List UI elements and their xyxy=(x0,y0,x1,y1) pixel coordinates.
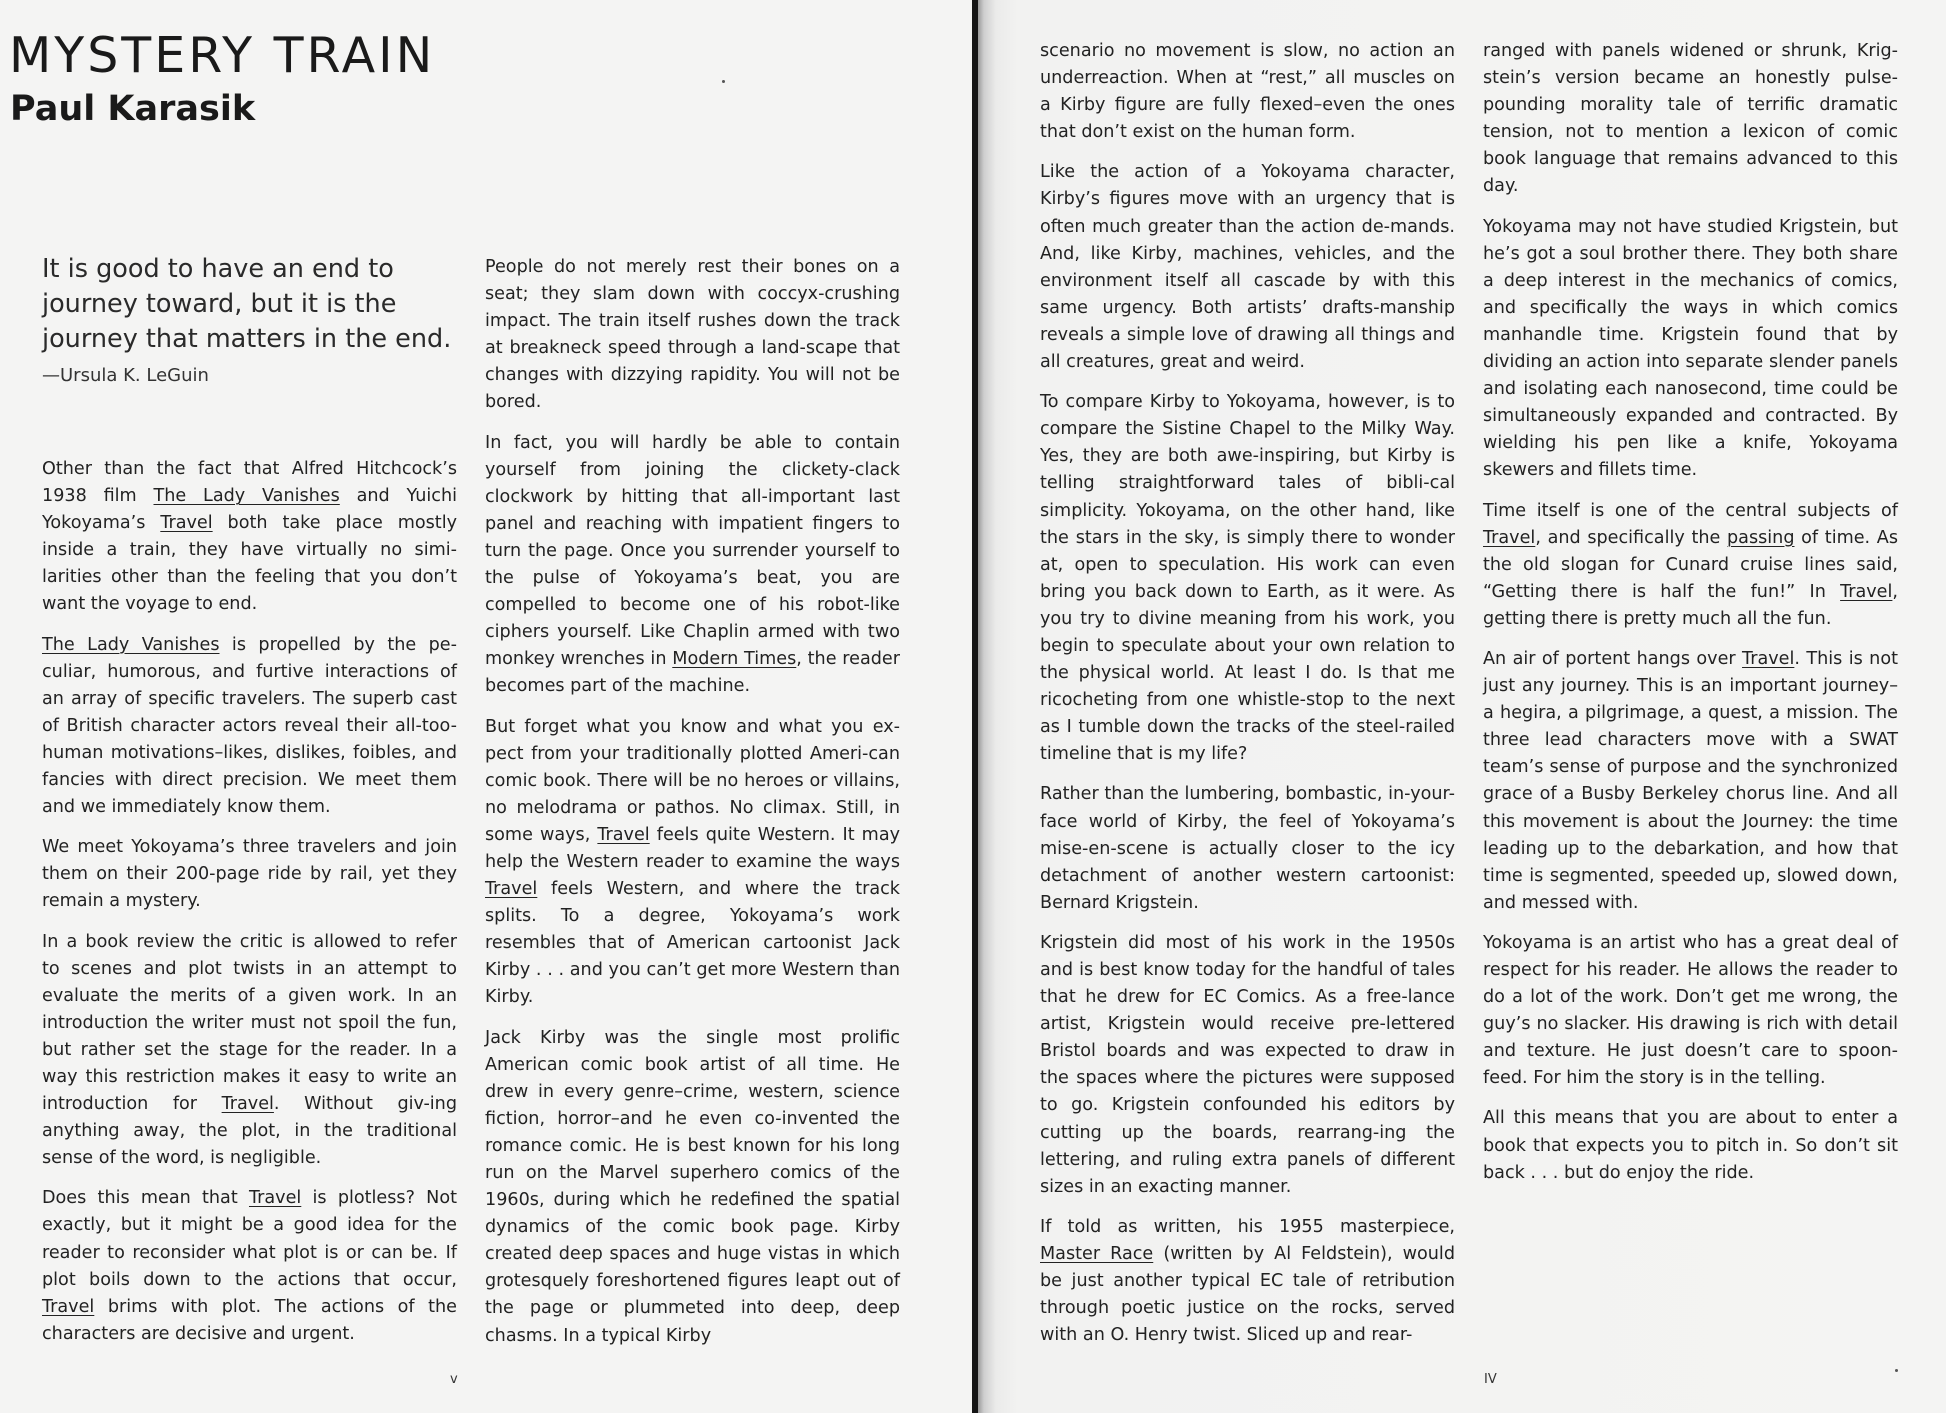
text-run: feels Western, and where the track splits. To a degree, Yokoyama’s work resembles that of American cartoonist Jack Kirby . . . and you can’t get more Western than Kirby. xyxy=(485,879,900,1008)
paragraph xyxy=(1040,159,1455,376)
underlined-title: Master Race xyxy=(1040,1243,1154,1264)
text-run: An air of portent hangs over xyxy=(1483,648,1743,669)
underlined-title: Travel xyxy=(597,824,650,845)
text-run: But forget what you know and what you ex-pect from your traditionally plotted Ameri-can comic book. There will be no heroes or villains, no melodrama or pathos. No climax. Still, in some ways, xyxy=(485,716,900,845)
text-column-3 xyxy=(1040,38,1455,1362)
text-run: All this means that you are about to enter a book that expects you to pitch in. So don’t sit back . . . but do enjoy the ride. xyxy=(1483,1108,1898,1183)
underlined-title: The Lady Vanishes xyxy=(42,634,220,655)
underlined-title: passing xyxy=(1727,527,1795,548)
article-author: Paul Karasik xyxy=(10,89,256,129)
paragraph xyxy=(1040,930,1455,1201)
underlined-title: Travel xyxy=(1483,527,1536,548)
epigraph xyxy=(42,252,472,389)
paragraph xyxy=(1483,930,1898,1093)
text-run: People do not merely rest their bones on a seat; they slam down with coccyx-crushing impact. The train itself rushes down the track at breakneck speed through a land-scape that changes with dizzying rapidity. You will not be bored. xyxy=(485,257,900,413)
paragraph xyxy=(42,456,457,619)
paragraph xyxy=(42,834,457,915)
text-column-1 xyxy=(42,456,457,1361)
paragraph xyxy=(1040,38,1455,146)
text-run: Jack Kirby was the single most prolific American comic book artist of all time. He drew in every genre–crime, western, science fiction, horror–and he even co-invented the romance comic. He is best known for his long run on the Marvel superhero comics of the 1960s, during which he redefined the spatial dynamics of the comic book page. Kirby created deep spaces and huge vistas in which grotesquely foreshortened figures leapt out of the page or plummeted into deep, deep chasms. In a typical Kirby xyxy=(485,1027,900,1346)
text-run: Krigstein did most of his work in the 1950s and is best know today for the handful of tales that he drew for EC Comics. As a free-lance artist, Krigstein would receive pre-lettered Bristol boards and was expected to draw in the spaces where the pictures were supposed to go. Krigstein confounded his editors by cutting up the boards, rearrang-ing the lettering, and ruling extra panels of different sizes in an exacting manner. xyxy=(1040,932,1455,1197)
text-run: . This is not just any journey. This is an important journey–a hegira, a pilgrimage, a quest, a mission. The three lead characters move with a SWAT team’s sense of purpose and the synchronized grace of a Busby Berkeley chorus line. And all this movement is about the Journey: the time leading up to the debarkation, and how that time is segmented, speeded up, slowed down, and messed with. xyxy=(1483,648,1898,913)
paragraph xyxy=(485,430,900,701)
text-run: , getting there is pretty much all the fun. xyxy=(1483,581,1898,629)
underlined-title: Modern Times xyxy=(672,649,797,670)
page-number-right: IV xyxy=(1484,1372,1497,1387)
text-run: Rather than the lumbering, bombastic, in-your-face world of Kirby, the feel of Yokoyama’s mise-en-scene is actually closer to the icy detachment of another western cartoonist: Bernard Krigstein. xyxy=(1040,784,1455,913)
text-run: Time itself is one of the central subjects of xyxy=(1483,500,1898,521)
text-run: Yokoyama may not have studied Krigstein, but he’s got a soul brother there. They both share a deep interest in the mechanics of comics, and specifically the ways in which comics manhandle time. Krigstein found that by dividing an action into separate slender panels and isolating each nanosecond, time could be simultaneously expanded and contracted. By wielding his pen like a knife, Yokoyama skewers and fillets time. xyxy=(1483,216,1898,481)
underlined-title: Travel xyxy=(248,1188,302,1209)
paragraph xyxy=(485,714,900,1012)
paragraph xyxy=(1040,781,1455,916)
text-run: and Yuichi Yokoyama’s xyxy=(42,486,457,534)
text-run: is propelled by the pe-culiar, humorous, and furtive interactions of an array of specific travelers. The superb cast of British character actors reveal their all-too-human motivations–likes, dislikes, foibles, and fancies with direct precision. We meet them and we immediately know them. xyxy=(42,634,457,818)
paragraph xyxy=(1483,498,1898,633)
text-column-4 xyxy=(1483,38,1898,1200)
epigraph-line: journey toward, but it is the xyxy=(42,289,397,319)
paragraph xyxy=(485,254,900,417)
paragraph xyxy=(1483,38,1898,201)
text-run: scenario no movement is slow, no action an underreaction. When at “rest,” all muscles on a Kirby figure are fully flexed–even the ones that don’t exist on the human form. xyxy=(1040,41,1455,143)
paper-speck xyxy=(722,80,725,83)
underlined-title: Travel xyxy=(485,879,538,900)
text-run: Does this mean that xyxy=(42,1188,249,1209)
text-run: Like the action of a Yokoyama character, Kirby’s figures move with an urgency that is often much greater than the action de-mands. And, like Kirby, machines, vehicles, and the environment itself all cascade by with this same urgency. Both artists’ drafts-manship reveals a simple love of drawing all things and all creatures, great and weird. xyxy=(1040,162,1455,373)
epigraph-line: It is good to have an end to xyxy=(42,254,394,284)
paper-speck xyxy=(1895,1369,1898,1372)
paragraph xyxy=(1040,1214,1455,1349)
underlined-title: Travel xyxy=(1742,648,1795,669)
underlined-title: The Lady Vanishes xyxy=(153,486,340,507)
text-run: of time. As the old slogan for Cunard cruise lines said, “Getting there is half the fun!” In xyxy=(1483,527,1899,602)
text-run: feels quite Western. It may help the Western reader to examine the ways xyxy=(485,824,901,872)
paragraph xyxy=(485,1025,900,1350)
article-title: MYSTERY TRAIN xyxy=(9,27,436,84)
underlined-title: Travel xyxy=(1840,581,1893,602)
text-run: is plotless? Not exactly, but it might be a good idea for the reader to reconsider what plot is or can be. If plot boils down to the actions that occur, xyxy=(42,1188,457,1290)
underlined-title: Travel xyxy=(42,1296,95,1317)
text-run: To compare Kirby to Yokoyama, however, is to compare the Sistine Chapel to the Milky Way. Yes, they are both awe-inspiring, but Kirby is telling straightforward tales of bibli-cal simplicity. Yokoyama, on the other hand, like the stars in the sky, is simply there to wonder at, open to speculation. His work can even bring you back down to Earth, as it were. As you try to divine meaning from his work, you begin to speculate about your own relation to the physical world. At least I do. Is that me ricocheting from one whistle-stop to the next as I tumble down the tracks of the steel-railed timeline that is my life? xyxy=(1040,392,1455,765)
text-run: (written by Al Feldstein), would be just another typical EC tale of retribution through poetic justice on the rocks, served with an O. Henry twist. Sliced up and rear- xyxy=(1040,1243,1455,1346)
paragraph xyxy=(1040,389,1455,768)
paragraph xyxy=(1483,646,1898,917)
text-run: ranged with panels widened or shrunk, Krig-stein’s version became an honestly pulse-pounding morality tale of terrific dramatic tension, not to mention a lexicon of comic book language that remains advanced to this day. xyxy=(1483,41,1898,197)
text-run: If told as written, his 1955 masterpiece, xyxy=(1040,1216,1455,1237)
text-column-2 xyxy=(485,254,900,1363)
underlined-title: Travel xyxy=(221,1094,274,1115)
text-run: Yokoyama is an artist who has a great deal of respect for his reader. He allows the reader to do a lot of the work. Don’t get me wrong, the guy’s no slacker. His drawing is rich with detail and texture. He just doesn’t care to spoon-feed. For him the story is in the telling. xyxy=(1483,932,1898,1089)
paragraph xyxy=(42,929,457,1173)
page-number-left: v xyxy=(450,1372,458,1387)
text-run: both take place mostly inside a train, they have virtually no simi-larities other than the feeling that you don’t want the voyage to end. xyxy=(42,513,457,615)
text-run: . Without giv-ing anything away, the plot, in the traditional sense of the word, is negligible. xyxy=(42,1094,457,1169)
text-run: We meet Yokoyama’s three travelers and join them on their 200-page ride by rail, yet they remain a mystery. xyxy=(42,837,457,912)
text-run: In fact, you will hardly be able to contain yourself from joining the clickety-clack clockwork by hitting that all-important last panel and reaching with impatient fingers to turn the page. Once you surrender yourself to the pulse of Yokoyama’s beat, you are compelled to become one of his robot-like ciphers yourself. Like Chaplin armed with two monkey wrenches in xyxy=(485,432,900,670)
paragraph xyxy=(1483,1105,1898,1186)
text-run: In a book review the critic is allowed to refer to scenes and plot twists in an attempt to evaluate the merits of a given work. In an introduction the writer must not spoil the fun, but rather set the stage for the reader. In a way this restriction makes it easy to write an introduction for xyxy=(42,931,457,1115)
text-run: , the reader becomes part of the machine. xyxy=(485,649,900,697)
text-run: Other than the fact that Alfred Hitchcock’s 1938 film xyxy=(42,459,457,507)
paragraph xyxy=(1483,214,1898,485)
epigraph-attribution: —Ursula K. LeGuin xyxy=(42,365,209,386)
epigraph-line: journey that matters in the end. xyxy=(42,324,452,354)
text-run: , and specifically the xyxy=(1535,527,1727,548)
paragraph xyxy=(42,632,457,822)
underlined-title: Travel xyxy=(160,513,213,534)
paragraph xyxy=(42,1185,457,1348)
text-run: brims with plot. The actions of the characters are decisive and urgent. xyxy=(42,1296,457,1344)
